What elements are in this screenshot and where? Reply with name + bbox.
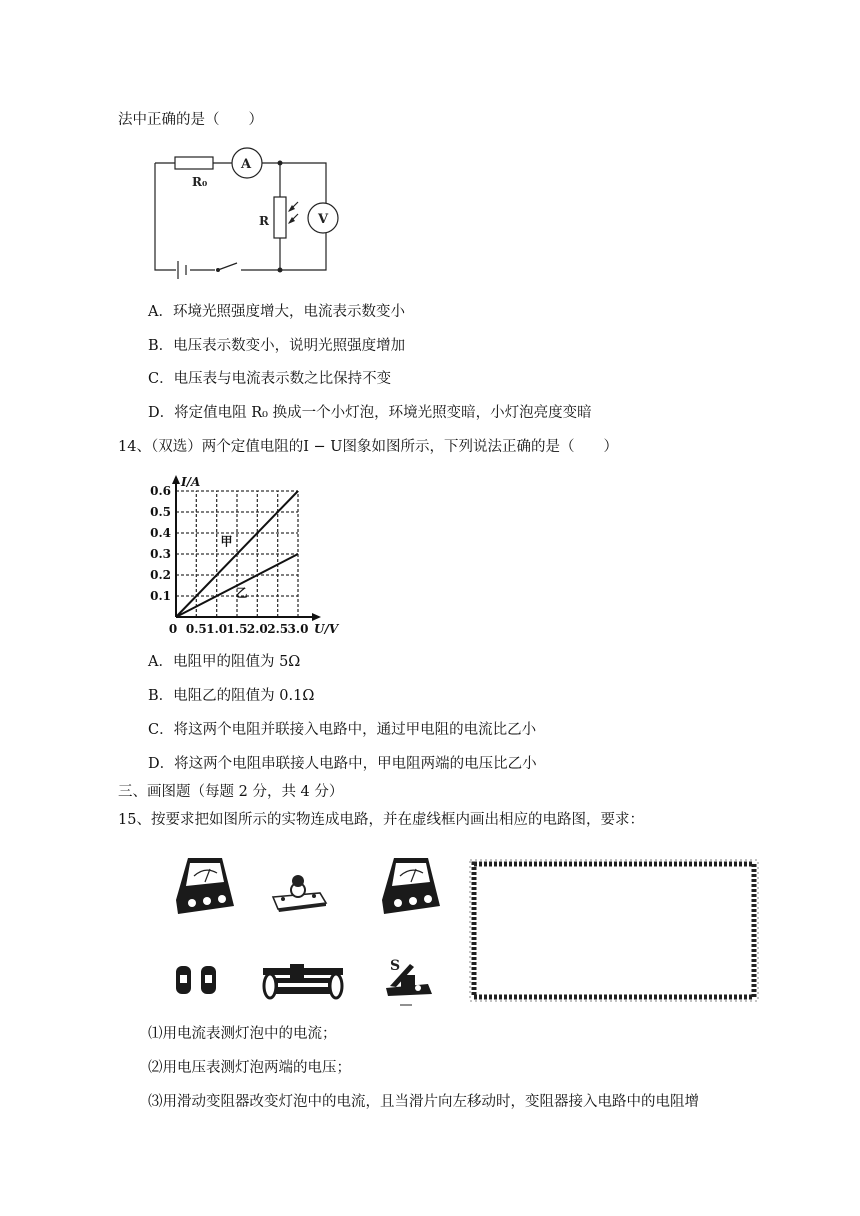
x-tick-label: 0.5 <box>185 622 207 636</box>
voltmeter-label: V <box>318 212 329 227</box>
q14-option-c: C．将这两个电阻并联接入电路中，通过甲电阻的电流比乙小 <box>148 722 537 738</box>
q15-requirement-1: ⑴用电流表测灯泡中的电流； <box>148 1026 337 1042</box>
x-tick-label: 2.0 <box>246 622 268 636</box>
ammeter-label: A <box>241 157 252 172</box>
r0-label: R₀ <box>192 175 208 189</box>
y-tick-label: 0.5 <box>150 505 171 519</box>
q13-option-c: C．电压表与电流表示数之比保持不变 <box>148 371 392 387</box>
section-heading: 三、画图题（每题 2 分，共 4 分） <box>118 784 344 800</box>
q14-option-d: D．将这两个电阻串联接人电路中，甲电阻两端的电压比乙小 <box>148 756 537 772</box>
y-axis-label: I/A <box>181 475 201 489</box>
origin-label: 0 <box>168 622 178 636</box>
y-tick-label: 0.6 <box>150 484 171 498</box>
q14-option-a: A．电阻甲的阻值为 5Ω <box>148 654 301 670</box>
x-tick-label: 2.5 <box>267 622 289 636</box>
x-tick-label: 3.0 <box>287 622 309 636</box>
lamp-holder-icon <box>273 875 326 912</box>
q15-stem: 15、按要求把如图所示的实物连成电路，并在虚线框内画出相应的电路图，要求： <box>118 812 644 828</box>
meter-right-icon <box>382 858 440 914</box>
x-tick-label: 1.0 <box>206 622 228 636</box>
series-label-jia: 甲 <box>220 534 233 549</box>
y-tick-label: 0.2 <box>150 568 171 582</box>
knife-switch-icon <box>386 958 432 1005</box>
y-tick-label: 0.1 <box>150 589 171 603</box>
battery-cells-icon <box>176 966 216 994</box>
y-tick-label: 0.3 <box>150 547 171 561</box>
q15-requirement-2: ⑵用电压表测灯泡两端的电压； <box>148 1060 351 1076</box>
q15-requirement-3: ⑶用滑动变阻器改变灯泡中的电流，且当滑片向左移动时，变阻器接入电路中的电阻增 <box>148 1094 699 1110</box>
circuit-drawing-box <box>474 864 754 997</box>
x-axis-label: U/V <box>314 622 339 636</box>
x-tick-label: 1.5 <box>226 622 248 636</box>
q13-option-d: D．将定值电阻 R₀ 换成一个小灯泡，环境光照变暗，小灯泡亮度变暗 <box>148 405 592 421</box>
q13-option-a: A．环境光照强度增大，电流表示数变小 <box>148 304 405 320</box>
switch-label: S <box>390 958 401 974</box>
q13-stem-tail: 法中正确的是（ ） <box>118 112 263 128</box>
q14-stem: 14、（双选）两个定值电阻的I − U图象如图所示，下列说法正确的是（ ） <box>118 439 619 455</box>
series-label-yi: 乙 <box>235 586 248 601</box>
rheostat-icon <box>263 964 343 998</box>
meter-left-icon <box>176 858 234 914</box>
q14-option-b: B．电阻乙的阻值为 0.1Ω <box>148 688 315 704</box>
r-label: R <box>259 214 269 228</box>
q13-option-b: B．电压表示数变小，说明光照强度增加 <box>148 338 406 354</box>
y-tick-label: 0.4 <box>150 526 171 540</box>
